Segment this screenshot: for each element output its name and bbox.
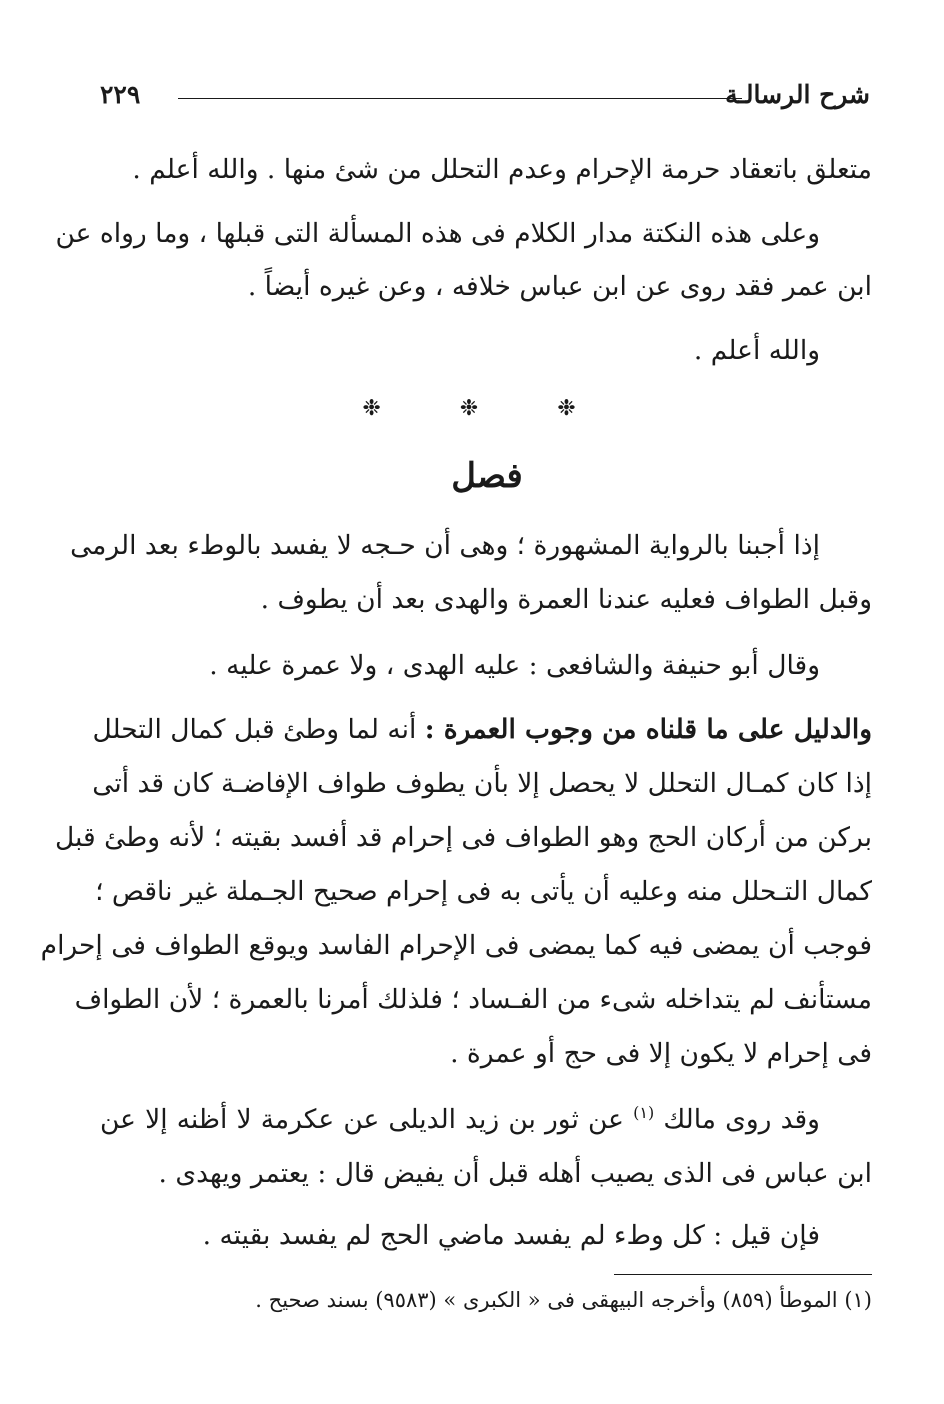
argument-lead: والدليل على ما قلناه من وجوب العمرة : <box>424 714 872 745</box>
text-line: مستأنف لم يتداخله شىء من الفـساد ؛ فلذلك أمرنا بالعمرة ؛ لأن الطواف <box>74 984 872 1015</box>
text-line: والله أعلم . <box>693 335 820 366</box>
text-line: وقبل الطواف فعليه عندنا العمرة والهدى بعد أن يطوف . <box>260 584 872 615</box>
narration-start: وقد روى مالك <box>663 1104 820 1135</box>
book-title: شرح الرسالـة <box>725 80 870 109</box>
footnote-reference[interactable]: (١) <box>633 1103 655 1123</box>
text-line: وعلى هذه النكتة مدار الكلام فى هذه المسألة التى قبلها ، وما رواه عن <box>55 218 820 249</box>
text-line <box>92 710 872 750</box>
text-line: ابن عباس فى الذى يصيب أهله قبل أن يفيض قال : يعتمر ويهدى . <box>158 1158 872 1189</box>
text-line: وقال أبو حنيفة والشافعى : عليه الهدى ، ولا عمرة عليه . <box>209 650 820 681</box>
text-line: فوجب أن يمضى فيه كما يمضى فى الإحرام الفاسد ويوقع الطواف فى إحرام <box>40 930 872 961</box>
text-line: فإن قيل : كل وطء لم يفسد ماضي الحج لم يفسد بقيته . <box>202 1220 820 1251</box>
running-header <box>100 78 870 118</box>
text-line: بركن من أركان الحج وهو الطواف فى إحرام قد أفسد بقيته ؛ لأنه وطئ قبل <box>54 822 872 853</box>
text-line: متعلق باتعقاد حرمة الإحرام وعدم التحلل من شئ منها . والله أعلم . <box>132 154 872 185</box>
text-line: فى إحرام لا يكون إلا فى حج أو عمرة . <box>450 1038 872 1069</box>
section-divider-stars: ❉ ❉ ❉ <box>362 396 612 421</box>
section-heading: فصل <box>451 456 523 496</box>
text-line <box>100 1100 820 1140</box>
narration-text: عن ثور بن زيد الديلى عن عكرمة لا أظنه إلا عن <box>100 1104 634 1135</box>
text-line: إذا كان كمـال التحلل لا يحصل إلا بأن يطوف طواف الإفاضـة كان قد أتى <box>92 768 872 799</box>
text-line: ابن عمر فقد روى عن ابن عباس خلافه ، وعن غيره أيضاً . <box>247 271 872 302</box>
text-line: إذا أجبنا بالرواية المشهورة ؛ وهى أن حـجه لا يفسد بالوطء بعد الرمى <box>70 530 820 561</box>
footnote-1: (١) الموطأ (٨٥٩) وأخرجه البيهقى فى « الكبرى » (٩٥٨٣) بسند صحيح . <box>255 1288 872 1312</box>
text-line: كمال التـحلل منه وعليه أن يأتى به فى إحرام صحيح الجـملة غير ناقص ؛ <box>95 876 872 907</box>
argument-text: أنه لما وطئ قبل كمال التحلل <box>92 714 425 745</box>
header-rule <box>178 98 742 99</box>
footnote-rule <box>614 1274 872 1275</box>
page-number: ٢٢٩ <box>100 80 141 109</box>
